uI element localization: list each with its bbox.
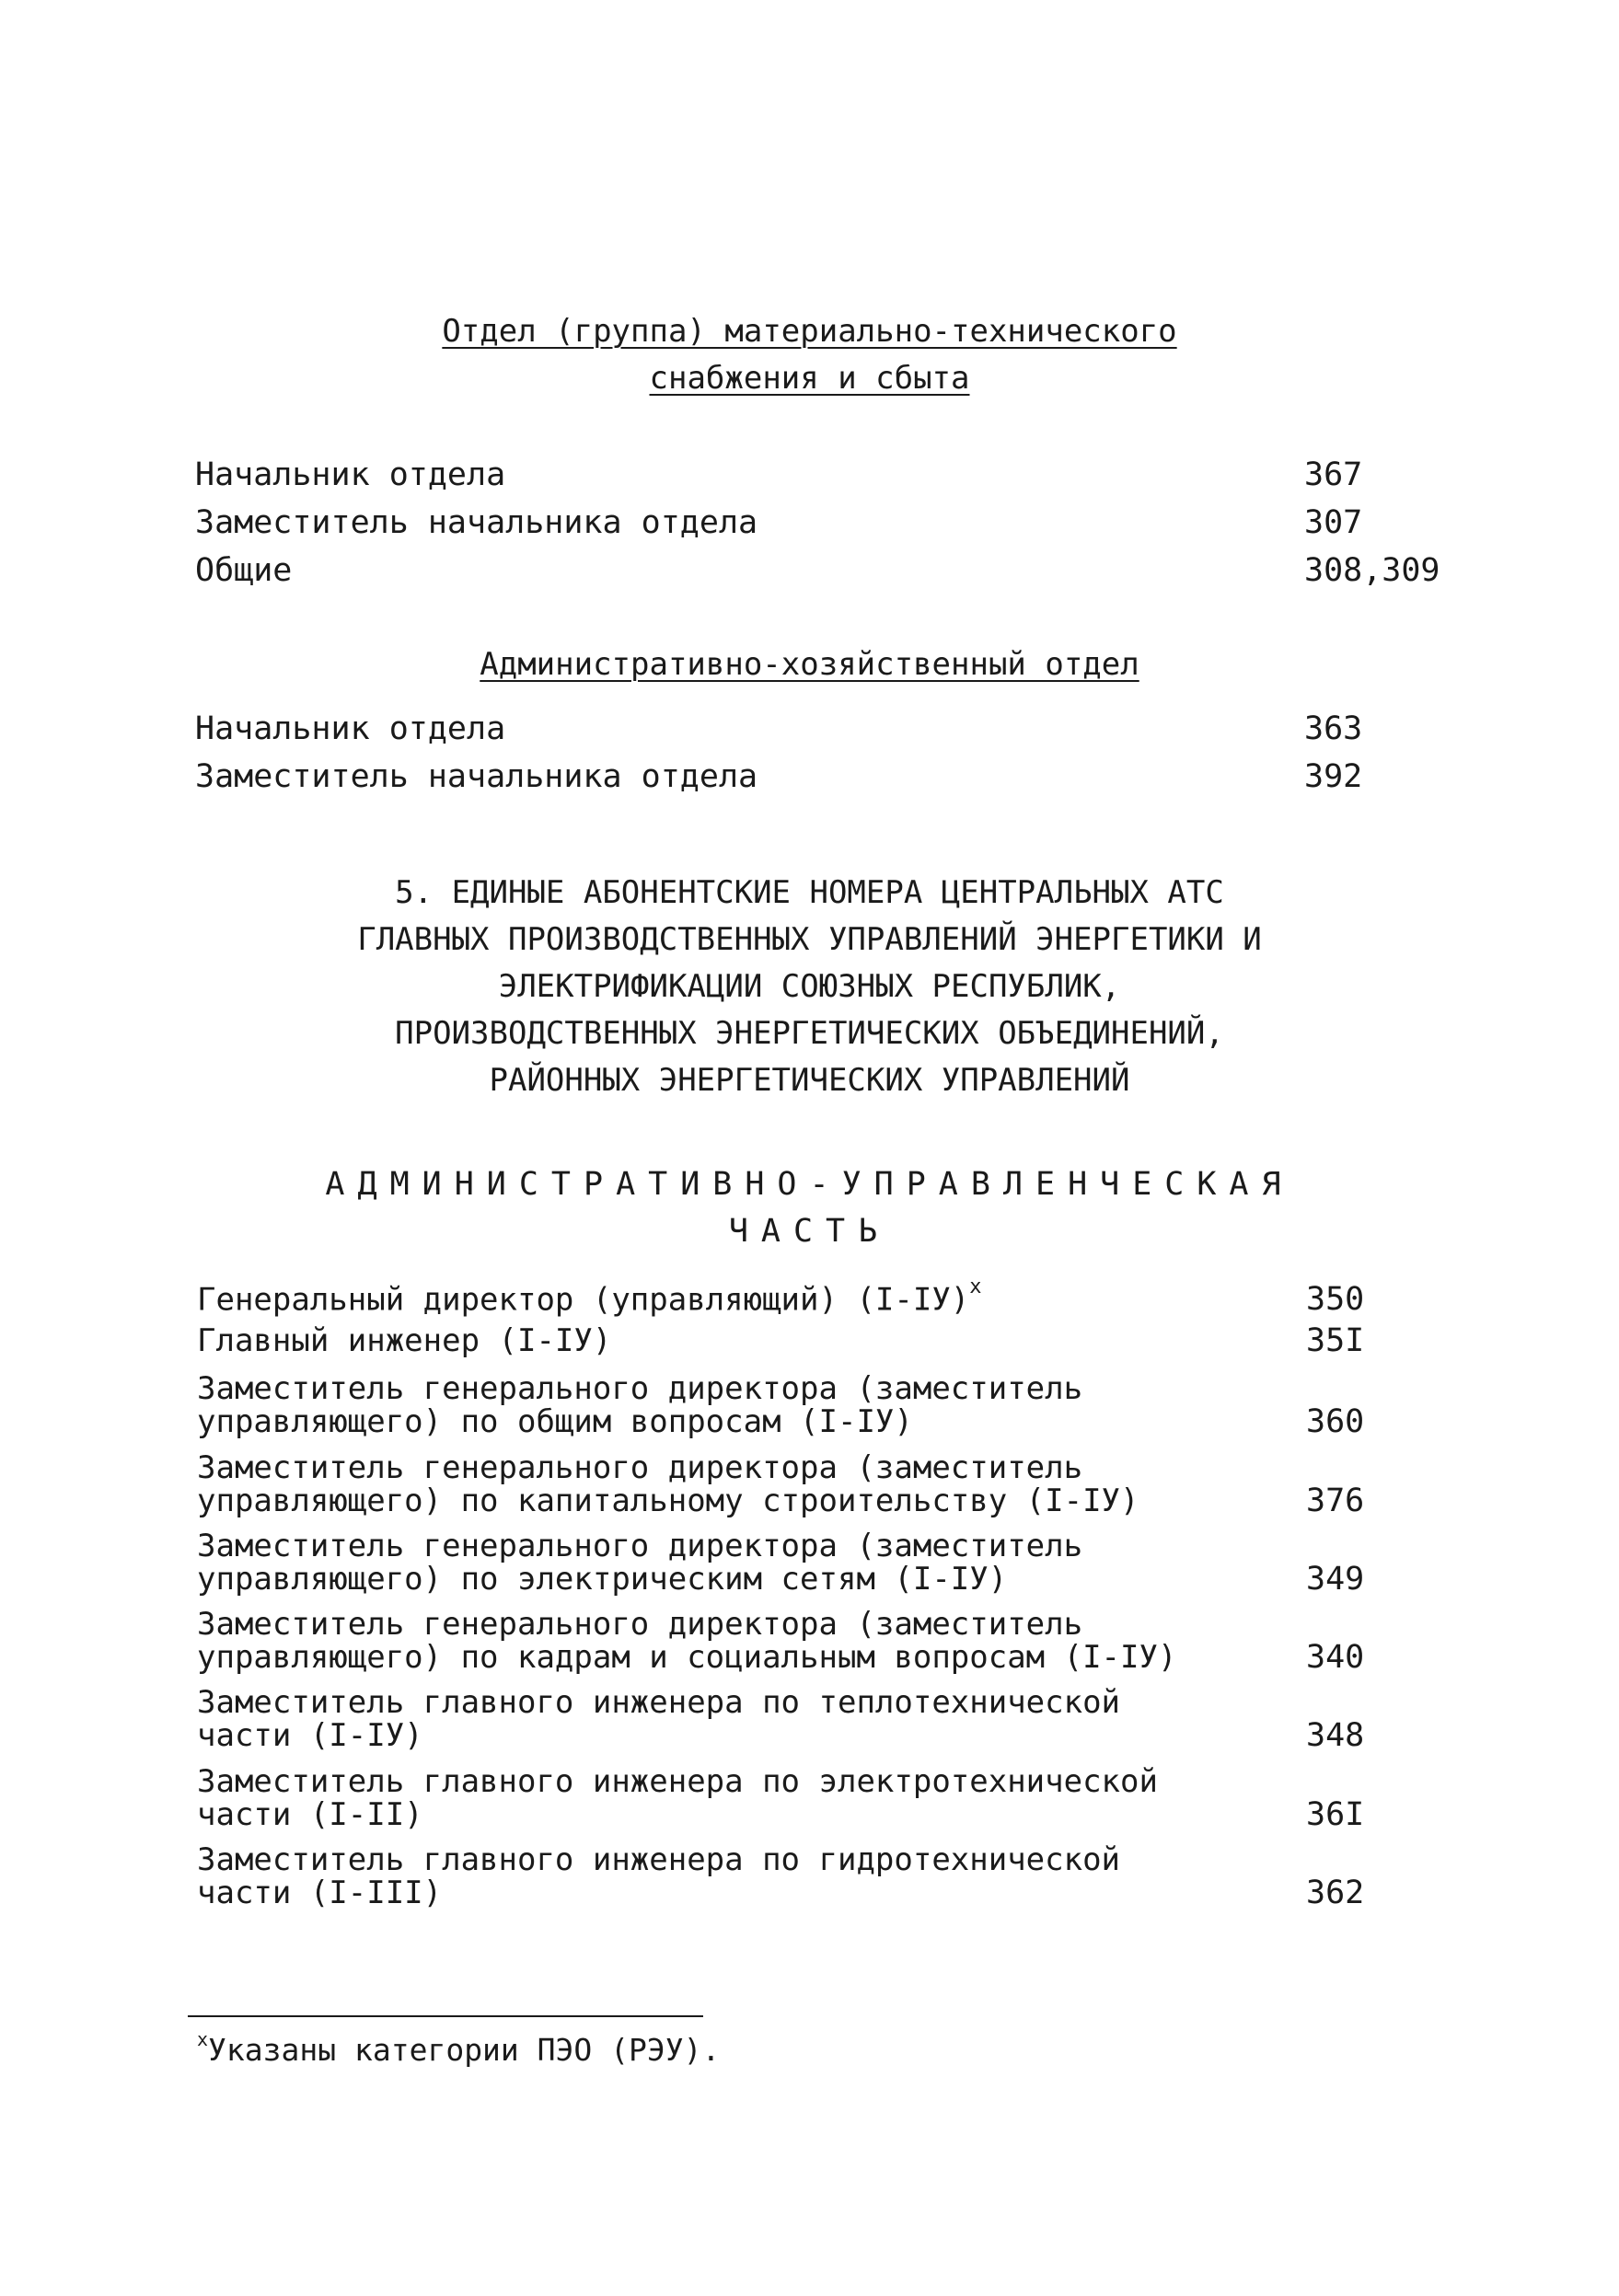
entry-number: 348 bbox=[1306, 1717, 1365, 1754]
entry-line2: части (I-IУ) bbox=[197, 1717, 423, 1754]
entry-line2: управляющего) по капитальному строительству (I-IУ) bbox=[197, 1483, 1139, 1519]
row-number: 307 bbox=[1304, 504, 1363, 541]
entry-line1: Заместитель главного инженера по теплотехнической bbox=[197, 1684, 1121, 1721]
supply-section-title-line1: Отдел (группа) материально-технического bbox=[442, 313, 1177, 350]
entry-number: 362 bbox=[1306, 1875, 1365, 1911]
entry-line1: Заместитель главного инженера по гидротехнической bbox=[197, 1841, 1121, 1878]
row-label: Общие bbox=[195, 552, 293, 589]
entry-line2: части (I-III) bbox=[197, 1875, 443, 1911]
section5-heading-line: 5. ЕДИНЫЕ АБОНЕНТСКИЕ НОМЕРА ЦЕНТРАЛЬНЫХ АТС bbox=[395, 874, 1224, 911]
entry-number: 340 bbox=[1306, 1639, 1365, 1676]
entry-number: 376 bbox=[1306, 1483, 1365, 1519]
entry-deputy-hydro bbox=[197, 1843, 1449, 1909]
admin-row bbox=[195, 705, 1447, 753]
entry-deputy-general bbox=[197, 1372, 1449, 1438]
entry-line1: Заместитель генерального директора (заместитель bbox=[197, 1370, 1083, 1407]
admin-section-title: Административно-хозяйственный отдел bbox=[480, 646, 1139, 683]
entry-line2: управляющего) по общим вопросам (I-IУ) bbox=[197, 1403, 913, 1440]
entry-line1: Главный инженер (I-IУ) bbox=[197, 1322, 612, 1359]
entry-line1: Заместитель главного инженера по электротехнической bbox=[197, 1763, 1158, 1800]
entry-number: 35I bbox=[1306, 1322, 1365, 1359]
admin-row bbox=[195, 753, 1447, 801]
footnote bbox=[197, 2021, 720, 2072]
entry-deputy-construction bbox=[197, 1451, 1449, 1517]
row-label: Заместитель начальника отдела bbox=[195, 758, 758, 795]
row-number: 367 bbox=[1304, 456, 1363, 493]
supply-row bbox=[195, 499, 1447, 547]
footnote-text: Указаны категории ПЭО (РЭУ). bbox=[208, 2032, 721, 2068]
entry-general-director bbox=[197, 1269, 1449, 1323]
entry-number: 349 bbox=[1306, 1561, 1365, 1598]
entry-line1: Заместитель генерального директора (заместитель bbox=[197, 1528, 1083, 1564]
footnote-mark: x bbox=[969, 1275, 982, 1298]
entry-chief-engineer bbox=[197, 1317, 1449, 1365]
part-title-line1: АДМИНИСТРАТИВНО-УПРАВЛЕНЧЕСКАЯ bbox=[325, 1166, 1294, 1203]
row-number: 363 bbox=[1304, 710, 1363, 747]
row-label: Начальник отдела bbox=[195, 710, 506, 747]
supply-section-title-line2: снабжения и сбыта bbox=[649, 360, 970, 397]
supply-row bbox=[195, 451, 1447, 499]
entry-line2: части (I-II) bbox=[197, 1796, 423, 1833]
section5-heading-line: ПРОИЗВОДСТВЕННЫХ ЭНЕРГЕТИЧЕСКИХ ОБЪЕДИНЕНИЙ, bbox=[395, 1015, 1224, 1052]
entry-number: 36I bbox=[1306, 1796, 1365, 1833]
part-title-line2: ЧАСТЬ bbox=[728, 1213, 891, 1250]
row-label: Заместитель начальника отдела bbox=[195, 504, 758, 541]
footnote-mark: x bbox=[197, 2028, 209, 2050]
entry-deputy-electrical bbox=[197, 1765, 1449, 1831]
section5-heading-line: ГЛАВНЫХ ПРОИЗВОДСТВЕННЫХ УПРАВЛЕНИЙ ЭНЕРГЕТИКИ И bbox=[357, 921, 1262, 958]
entry-line2: управляющего) по электрическим сетям (I-IУ) bbox=[197, 1561, 1008, 1598]
section5-heading-line: РАЙОННЫХ ЭНЕРГЕТИЧЕСКИХ УПРАВЛЕНИЙ bbox=[489, 1062, 1130, 1099]
footnote-divider bbox=[188, 2015, 703, 2017]
entry-deputy-personnel bbox=[197, 1608, 1449, 1674]
entry-deputy-networks bbox=[197, 1529, 1449, 1596]
entry-line2: управляющего) по кадрам и социальным вопросам (I-IУ) bbox=[197, 1639, 1177, 1676]
section5-heading bbox=[0, 870, 1619, 1104]
entry-line1: Генеральный директор (управляющий) (I-IУ) bbox=[197, 1281, 970, 1319]
entry-line1: Заместитель генерального директора (заместитель bbox=[197, 1606, 1083, 1643]
entry-line1: Заместитель генерального директора (заместитель bbox=[197, 1449, 1083, 1486]
entry-number: 350 bbox=[1306, 1281, 1365, 1319]
entry-deputy-thermal bbox=[197, 1686, 1449, 1752]
row-number: 308,309 bbox=[1304, 552, 1440, 589]
section5-heading-line: ЭЛЕКТРИФИКАЦИИ СОЮЗНЫХ РЕСПУБЛИК, bbox=[498, 968, 1121, 1005]
entry-number: 360 bbox=[1306, 1403, 1365, 1440]
supply-row bbox=[195, 547, 1447, 594]
row-number: 392 bbox=[1304, 758, 1363, 795]
row-label: Начальник отдела bbox=[195, 456, 506, 493]
